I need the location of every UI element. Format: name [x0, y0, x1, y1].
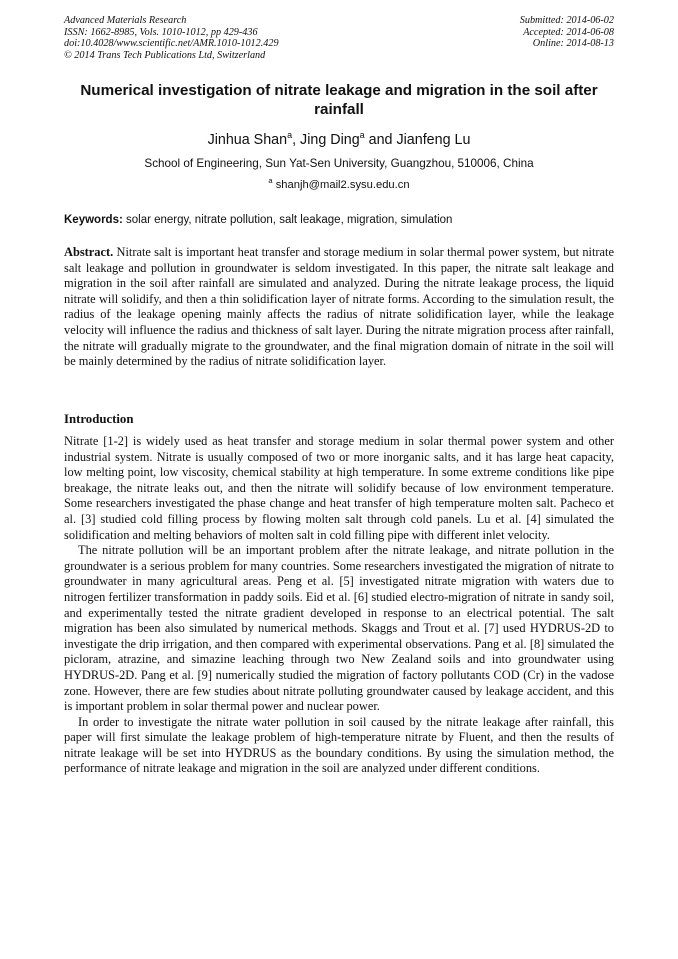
keywords-text: solar energy, nitrate pollution, salt leakage, migration, simulation	[122, 214, 453, 226]
paragraph: Nitrate [1-2] is widely used as heat transfer and storage medium in solar thermal power system and other industrial system. Nitrate is usually composed of two or more inorganic salts, and it has large heat capacity, low melting point, low viscosity, chemical stability at high temperature. In some extreme conditions like pipe breakage, the nitrate leaks out, and then the nitrate will solidify because of low environment temperature. Some researchers investigated the phase change and heat transfer of high temperature molten salt. Pacheco et al. [3] studied cold filling process by flowing molten salt through cold panels. Lu et al. [4] simulated the solidification and melting behaviors of molten salt in cold filling pipe with different inlet velocity.	[64, 434, 614, 542]
author-affiliation-mark: a	[287, 130, 293, 140]
accepted-date: Accepted: 2014-06-08	[523, 26, 614, 38]
section-heading: Introduction	[64, 412, 134, 426]
abstract-label: Abstract.	[64, 245, 114, 259]
paragraph: In order to investigate the nitrate water pollution in soil caused by the nitrate leakage after rainfall, this paper will first simulate the leakage problem of high-temperature nitrate by Fluent, and then the results of nitrate leakage will be set into HYDRUS as the boundary conditions. By using the simulation method, the performance of nitrate leakage and migration in the soil are analyzed under different conditions.	[64, 714, 614, 776]
author-name: Jing Ding	[300, 132, 360, 148]
abstract	[64, 245, 614, 370]
author-affiliation-mark: a	[359, 130, 365, 140]
dates-header	[520, 15, 614, 50]
issn-line: ISSN: 1662-8985, Vols. 1010-1012, pp 429-436	[64, 26, 258, 38]
author-list	[0, 131, 678, 149]
affiliation: School of Engineering, Sun Yat-Sen University, Guangzhou, 510006, China	[144, 157, 534, 170]
copyright-line: © 2014 Trans Tech Publications Ltd, Switzerland	[64, 49, 266, 61]
submitted-date: Submitted: 2014-06-02	[519, 15, 614, 26]
email-address: shanjh@mail2.sysu.edu.cn	[272, 179, 410, 191]
keywords	[64, 213, 620, 227]
author-separator: and	[364, 132, 397, 148]
author-name: Jinhua Shan	[207, 132, 288, 148]
author-name: Jianfeng Lu	[396, 132, 471, 148]
doi-line: doi:10.4028/www.scientific.net/AMR.1010-1012.429	[64, 38, 279, 50]
email-line	[0, 178, 678, 192]
paper-title: Numerical investigation of nitrate leakage and migration in the soil after rainfall	[80, 82, 598, 118]
author-separator: ,	[292, 132, 301, 148]
abstract-text: Nitrate salt is important heat transfer and storage medium in solar thermal power system, but nitrate salt leakage and pollution in groundwater is seldom investigated. In this paper, the nitrate salt leakage and migration in the soil after rainfall are simulated and analyzed. During the nitrate leakage process, the liquid nitrate will solidify, and then a thin solidification layer of nitrate forms. According to the simulation result, the radius of the leakage opening mainly affects the radius of nitrate solidification layer, while the leakage velocity will influence the radius and thickness of salt layer. During the nitrate migration process after rainfall, the nitrate will gradually migrate to the groundwater, and the final migration domain of nitrate in the soil will be mainly determined by the radius of nitrate solidification layer.	[64, 245, 614, 369]
introduction-body	[64, 434, 614, 777]
email-affiliation-mark: a	[268, 176, 273, 185]
journal-name: Advanced Materials Research	[64, 15, 187, 26]
journal-header	[64, 15, 279, 61]
online-date: Online: 2014-08-13	[532, 38, 614, 50]
paragraph: The nitrate pollution will be an important problem after the nitrate leakage, and nitrate pollution in the groundwater is a serious problem for many countries. Some researchers investigated the migration of nitrate to groundwater in many agricultural areas. Peng et al. [5] investigated nitrate migration with waters due to nitrogen fertilizer transformation in paddy soils. Eid et al. [6] studied electro-migration of nitrate in sandy soil, and experimentally tested the nitrate gradient developed in response to an electrical potential. The salt migration has been also simulated by numerical methods. Skaggs and Trout et al. [7] used HYDRUS-2D to investigate the drip irrigation, and then compared with experimental observations. Pang et al. [8] simulated the picloram, atrazine, and simazine leaching through two New Zealand soils and into groundwater using HYDRUS-2D. Pang et al. [9] numerically studied the migration of factory pollutants COD (Cr) in the vadose zone. However, there are few studies about nitrate polluting groundwater caused by leakage accident, and this is important problem in solar thermal power and nuclear power.	[64, 543, 614, 714]
keywords-label: Keywords:	[64, 214, 123, 226]
